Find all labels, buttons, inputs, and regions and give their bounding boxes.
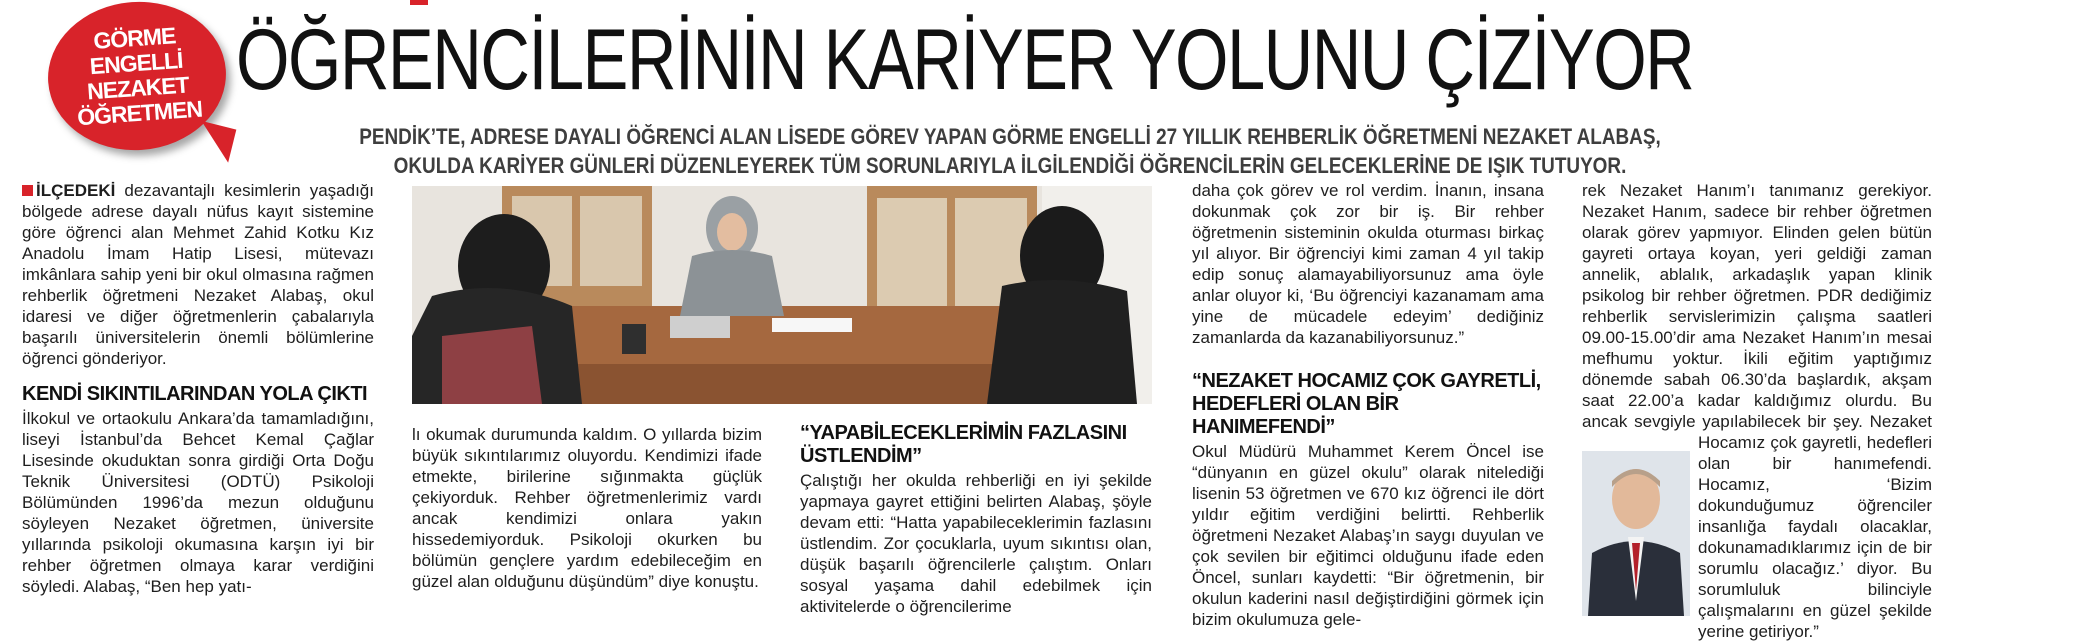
lead-word: İLÇEDEKİ: [36, 181, 116, 200]
article-column-2: [412, 424, 762, 626]
section-badge: [43, 0, 231, 156]
lead-paragraph-text: dezavantajlı kesimlerin yaşadığı bölgede adrese dayalı nüfus kayıt sistemine göre öğrenci alan Mehmet Zahid Kotku Kız Anadolu İmam Hatip Lisesi, mütevazı imkânlara sahip yeni bir okul olmasına rağmen rehberlik öğretmeni Nezaket Alabaş, okul idaresi ve diğer öğretmenlerin çabalarıyla başarılı üniversitelerin önemli bölümlerine öğrenci gönderiyor.: [22, 181, 374, 368]
paragraph-5: daha çok görev ve rol verdim. İnanın, insana dokunmak çok zor bir iş. Bir rehber öğretmenin sisteminin okulda oturması birkaç yıl alıyor. Bir öğrenciyi kimi zaman 4 yıl takip edip sonuç alamayabiliyorsunuz ama öyle anlar oluyor ki, ‘Bu öğrenciyi kazanamam ama yine de mücadele edeyim’ dediğiniz zamanlarda da kazanabiliyorsunuz.”: [1192, 181, 1544, 347]
subheadline-line-2: OKULDA KARİYER GÜNLERİ DÜZENLEYEREK TÜM SORUNLARIYLA İLGİLENDİĞİ ÖĞRENCİLERİN GELECEKLERİNE DE IŞIK TUTUYOR.: [393, 153, 1627, 178]
badge-line-3: NEZAKET: [86, 71, 190, 105]
paragraph-7: rek Nezaket Hanım’ı tanımanız gerekiyor. Nezaket Hanım, sadece bir rehber öğretmen olarak görev yapmıyor. Elinden gelen bütün gayreti ortaya koyan, yeri geldiği zaman annelik, ablalık, arkadaşlık yapan klinik psikolog bir rehber öğretmen. PDR dediğimiz rehberlik servislerimizin çalışma saatleri 09.00-15.00’dir ama Nezaket Hanım’ın mesai mefhumu yoktur. İkili eğitim yaptığımız dönemde sabah 06.30’da başlardık, akşam saat 22.00’a kadar kaldığımız olurdu. Bu ancak sevgiyle yapılabilecek bir şey. Nezaket Hocamız çok gayretli, hedefleri olan bir hanımefendi. Hocamız, ‘Bizim dokunduğumuz öğrenciler insanlığa faydalı olacaklar, dokunamadıklarımız için de bir sorumlu olacağız.’ diyor. Bu sorumluluk bilinciyle çalışmalarını en güzel şekilde yerine getiriyor.”: [1582, 181, 1932, 641]
crosshead-3: “NEZAKET HOCAMIZ ÇOK GAYRETLİ, HEDEFLERİ OLAN BİR HANIMEFENDİ”: [1192, 370, 1541, 438]
main-photo: [412, 186, 1152, 404]
badge-line-4: ÖĞRETMEN: [76, 95, 203, 131]
crosshead-1: KENDİ SIKINTILARINDAN YOLA ÇIKTI: [22, 383, 368, 405]
article-column-5: [1582, 180, 1932, 641]
paragraph-2: İlkokul ve ortaokulu Ankara’da tamamladığını, liseyi İstanbul’da Behcet Kemal Çağlar Lisesinde okuduktan sonra girdiği Orta Doğu Teknik Üniversitesi (ODTÜ) Psikoloji Bölümünden 1996’da mezun olduğunu söyleyen Nezaket öğretmen, üniversite yıllarında psikoloji okumasına karşın iyi bir rehber öğretmen olmaya karar verdiğini söyledi. Alabaş, “Ben hep yatı-: [22, 409, 374, 596]
article-column-3: [800, 422, 1152, 626]
lead-paragraph: [22, 180, 374, 369]
paragraph-4: Çalıştığı her okulda rehberliği en iyi şekilde yapmaya gayret ettiğini belirten Alabaş, şöyle devam etti: “Hatta yapabileceklerimin fazlasını üstlendim. Zor çocuklarla, uyum sıkıntısı olan, düşük başarılı öğrencilerle çalıştım. Onları sosyal yaşama dahil edebilmek için aktivitelerde o öğrencilerime: [800, 471, 1152, 616]
badge-line-1: GÖRME: [92, 22, 177, 54]
portrait-spacer: [1582, 458, 1698, 628]
top-accent-bar: [410, 0, 428, 5]
paragraph-6: Okul Müdürü Muhammet Kerem Öncel ise “dünyanın en güzel okulu” olarak nitelediği lisenin 53 öğretmen ve 670 kız öğrenci ile dört yıldır eğitim verdiğini belirtti. Rehberlik öğretmeni Nezaket Alabaş’ın saygı duyulan ve çok sevilen bir eğitimci olduğunu ifade eden Öncel, sunları kaydetti: “Bir öğretmenin, bir okulun kaderini nasıl değiştirdiğini görmek için bizim okulumuza gele-: [1192, 442, 1544, 629]
article-column-4: [1192, 180, 1544, 629]
crosshead-2: “YAPABİLECEKLERİMİN FAZLASINI ÜSTLENDİM”: [800, 422, 1127, 467]
paragraph-3: lı okumak durumunda kaldım. O yıllarda bizim büyük sıkıntılarımız oluyordu. Kendimizi ifade etmekte, birilerine sığınmakta güçlük çekiyorduk. Rehber öğretmenlerimiz vardı ancak kendimizi onlara yakın hissedemiyorduk. Psikoloji okurken bu bölümün gençlere yardım edebileceğim en güzel alan olduğunu düşündüm” diye konuştu.: [412, 425, 762, 591]
headline: ÖĞRENCİLERİNİN KARİYER YOLUNU ÇİZİYOR: [236, 12, 1694, 108]
subheadline-line-1: PENDİK’TE, ADRESE DAYALI ÖĞRENCİ ALAN LİSEDE GÖREV YAPAN GÖRME ENGELLİ 27 YILLIK REHBERLİK ÖĞRETMENİ NEZAKET ALABAŞ,: [359, 124, 1661, 149]
article-column-1: [22, 180, 374, 626]
lead-square-icon: [22, 185, 33, 196]
badge-line-2: ENGELLİ: [88, 46, 184, 80]
subheadline: [230, 122, 1790, 180]
